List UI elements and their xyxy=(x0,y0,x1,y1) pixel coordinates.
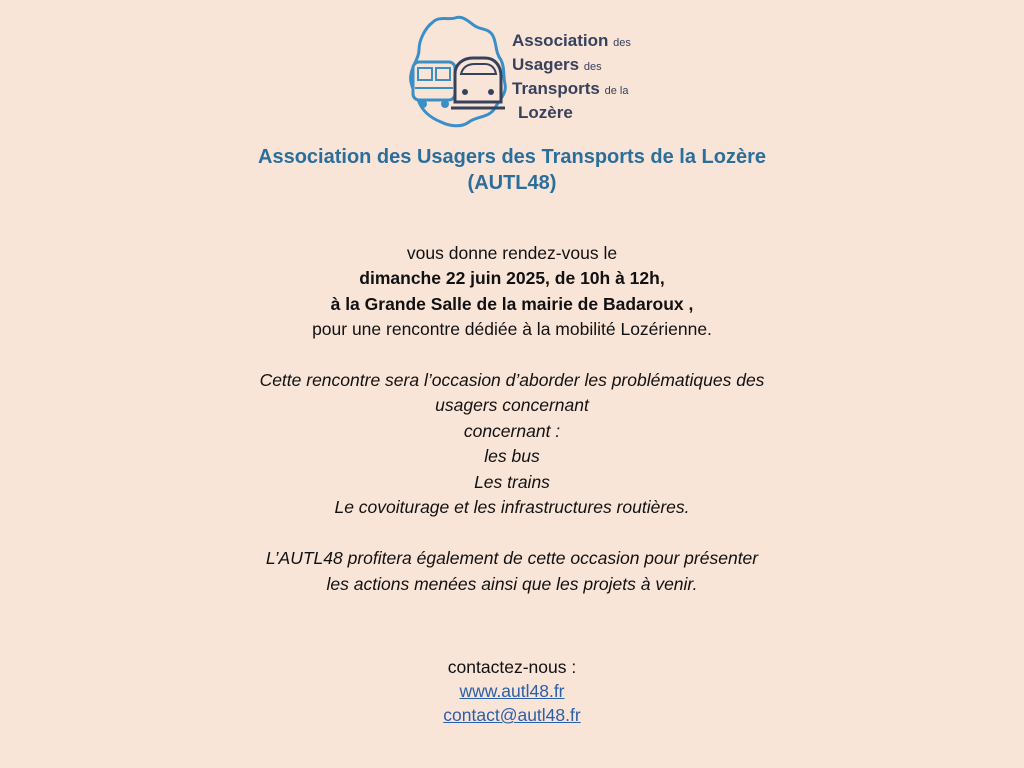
event-date: dimanche 22 juin 2025, de 10h à 12h, xyxy=(359,268,665,288)
lozere-map-transport-icon xyxy=(405,12,515,132)
logo-wordmark xyxy=(512,30,631,123)
website-link[interactable]: www.autl48.fr xyxy=(459,681,565,701)
page-title: Association des Usagers des Transports de la Lozère xyxy=(258,146,766,168)
invitation-intro: vous donne rendez-vous le xyxy=(406,243,618,263)
projects-line-2: les actions menées ainsi que les projets à venir. xyxy=(326,574,698,594)
logo-small-des-2: des xyxy=(583,61,602,73)
contact-label: contactez-nous : xyxy=(447,657,577,677)
topics-line-3: concernant : xyxy=(463,421,561,441)
logo-word-transports: Transports xyxy=(512,79,600,98)
email-line xyxy=(0,703,1024,727)
projects-line-1: L’AUTL48 profitera également de cette occasion pour présenter xyxy=(265,548,759,568)
email-link[interactable]: contact@autl48.fr xyxy=(443,705,581,725)
logo-word-lozere: Lozère xyxy=(518,103,573,122)
topic-item-covoiturage: Le covoiturage et les infrastructures routières. xyxy=(334,497,690,517)
topic-item-bus: les bus xyxy=(484,446,540,466)
topic-item-trains: Les trains xyxy=(474,472,550,492)
logo-word-usagers: Usagers xyxy=(512,55,580,74)
page-subtitle: (AUTL48) xyxy=(467,172,557,194)
logo-small-des-1: des xyxy=(613,37,631,49)
event-purpose: pour une rencontre dédiée à la mobilité Lozérienne. xyxy=(312,319,712,339)
logo-word-association: Association xyxy=(512,31,609,50)
event-place: à la Grande Salle de la mairie de Badaroux , xyxy=(330,294,694,314)
topics-line-2: usagers concernant xyxy=(435,395,589,415)
website-line xyxy=(0,679,1024,703)
topics-line-1: Cette rencontre sera l’occasion d’aborder les problématiques des xyxy=(259,370,765,390)
logo-small-de-la: de la xyxy=(604,85,629,97)
association-logo xyxy=(405,12,655,132)
